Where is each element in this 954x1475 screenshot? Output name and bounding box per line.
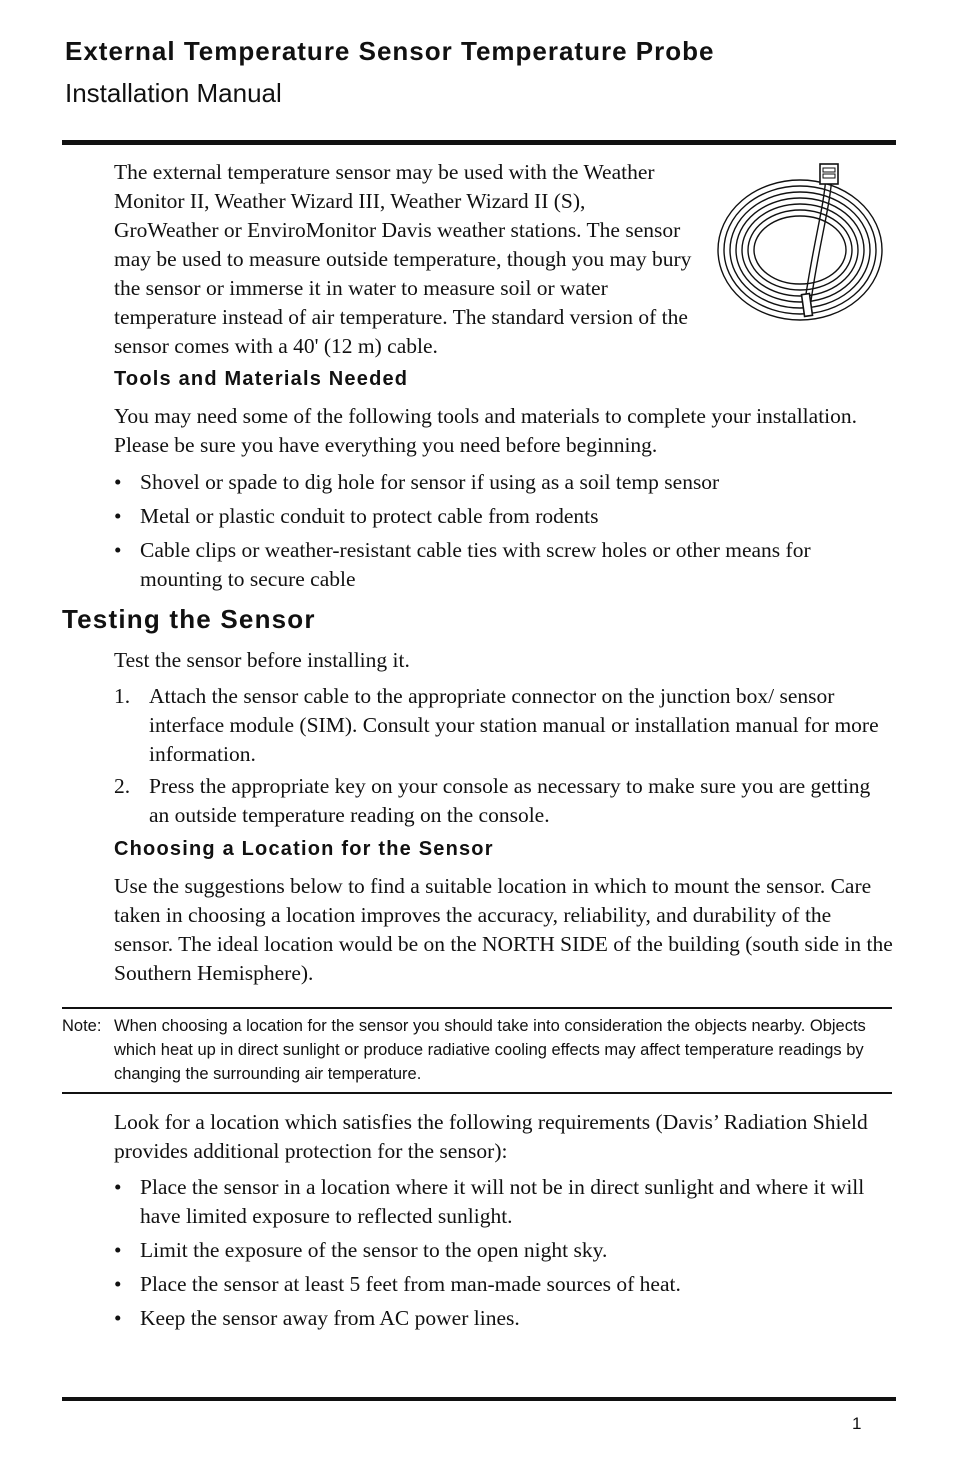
list-item-text: Metal or plastic conduit to protect cable from rodents (140, 504, 599, 528)
document-subtitle: Installation Manual (65, 78, 282, 108)
testing-steps (114, 682, 894, 833)
step-number: 1. (114, 684, 131, 708)
list-item (114, 468, 894, 497)
tools-paragraph: You may need some of the following tools and materials to complete your installation. Please be sure you have everything you need before beginning. (114, 404, 858, 457)
bullet-mark: • (114, 1306, 122, 1330)
testing-heading: Testing the Sensor (62, 604, 316, 634)
tools-heading: Tools and Materials Needed (114, 368, 409, 390)
bullet-mark: • (114, 1238, 122, 1262)
bullet-mark: • (114, 504, 122, 528)
header-divider (62, 140, 896, 145)
coiled-cable-sensor-icon (708, 158, 894, 328)
bullet-mark: • (114, 1272, 122, 1296)
step-text: Press the appropriate key on your console as necessary to make sure you are getting an outside temperature reading on the console. (149, 774, 871, 827)
note-label: Note: (62, 1017, 102, 1035)
location-heading: Choosing a Location for the Sensor (114, 838, 494, 860)
note-block (62, 1014, 892, 1086)
bullet-mark: • (114, 470, 122, 494)
intro-paragraph: The external temperature sensor may be used with the Weather Monitor II, Weather Wizard III, Weather Wizard II (S), GroWeather or EnviroMonitor Davis weather stations. The sensor may be used to measure outside temperature, though you may bury the sensor or immerse it in water to measure soil or water temperature instead of air temperature. The standard version of the sensor comes with a 40' (12 m) cable. (114, 160, 692, 358)
list-item-text: Limit the exposure of the sensor to the open night sky. (140, 1238, 608, 1262)
requirements-intro: Look for a location which satisfies the following requirements (Davis’ Radiation Shield provides additional protection for the sensor): (114, 1110, 868, 1163)
list-item-text: Cable clips or weather-resistant cable ties with screw holes or other means for mounting to secure cable (140, 538, 811, 591)
page-number: 1 (852, 1414, 862, 1433)
step-item (114, 772, 894, 830)
list-item (114, 1304, 894, 1333)
list-item-text: Place the sensor at least 5 feet from man-made sources of heat. (140, 1272, 681, 1296)
note-bottom-divider (62, 1092, 892, 1094)
list-item-text: Keep the sensor away from AC power lines. (140, 1306, 520, 1330)
location-paragraph: Use the suggestions below to find a suitable location in which to mount the sensor. Care taken in choosing a location improves the accuracy, reliability, and durability of the sensor. The ideal location would be on the NORTH SIDE of the building (south side in the Southern Hemisphere). (114, 874, 893, 985)
tools-list (114, 468, 894, 599)
bullet-mark: • (114, 538, 122, 562)
list-item (114, 536, 894, 594)
step-item (114, 682, 894, 769)
list-item (114, 1270, 894, 1299)
intro-section (114, 158, 894, 361)
footer-divider (62, 1397, 896, 1401)
list-item (114, 1173, 894, 1231)
list-item-text: Shovel or spade to dig hole for sensor if using as a soil temp sensor (140, 470, 720, 494)
testing-paragraph: Test the sensor before installing it. (114, 648, 410, 672)
requirements-list (114, 1173, 894, 1338)
note-text: When choosing a location for the sensor you should take into consideration the objects nearby. Objects which heat up in direct sunlight or produce radiative cooling effects may affect temperature readings by changing the surrounding air temperature. (114, 1017, 866, 1083)
list-item (114, 502, 894, 531)
list-item-text: Place the sensor in a location where it will not be in direct sunlight and where it will have limited exposure to reflected sunlight. (140, 1175, 865, 1228)
bullet-mark: • (114, 1175, 122, 1199)
step-number: 2. (114, 774, 131, 798)
document-title: External Temperature Sensor Temperature Probe (65, 36, 715, 66)
list-item (114, 1236, 894, 1265)
step-text: Attach the sensor cable to the appropriate connector on the junction box/ sensor interface module (SIM). Consult your station manual or installation manual for more information. (149, 684, 879, 766)
note-top-divider (62, 1007, 892, 1009)
